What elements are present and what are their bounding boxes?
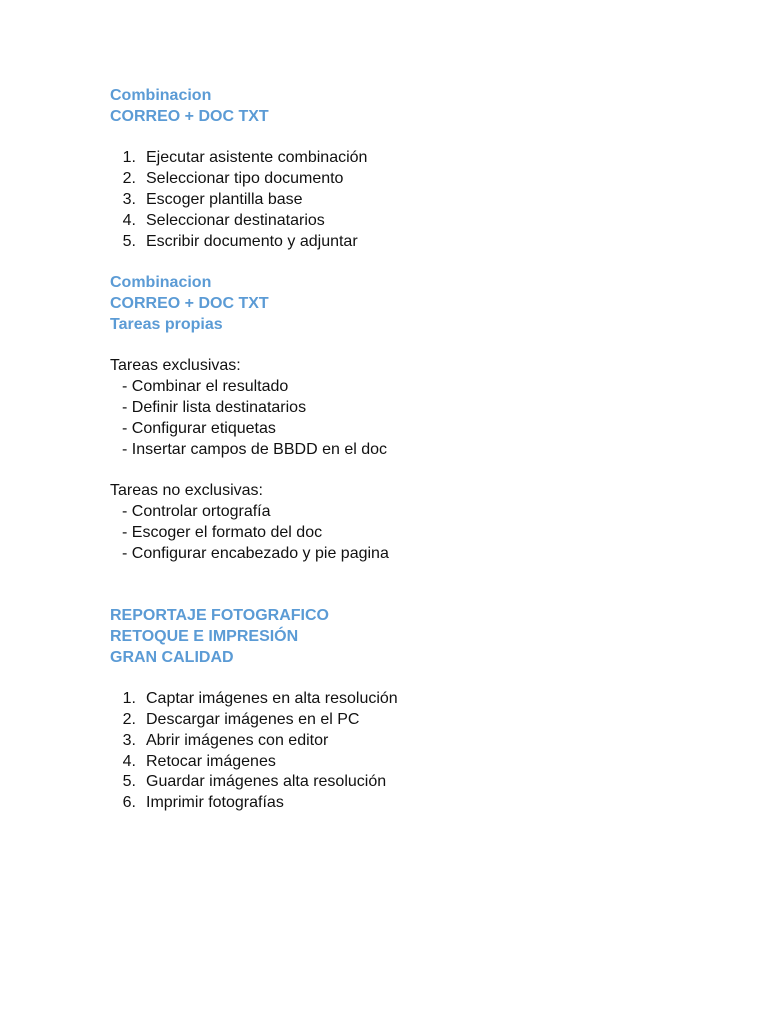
list-item-text: Abrir imágenes con editor (146, 731, 329, 749)
list-item (110, 689, 710, 710)
list-item: - Definir lista destinatarios (122, 398, 307, 416)
list-item: - Controlar ortografía (122, 502, 271, 520)
list-item: - Escoger el formato del doc (122, 523, 323, 541)
list-number: 3. (122, 190, 136, 208)
list-item: - Combinar el resultado (122, 378, 289, 396)
section-subheading: Tareas propias (110, 315, 223, 333)
list-number: 6. (122, 794, 136, 812)
list-number: 2. (122, 170, 136, 188)
section-subheading: GRAN CALIDAD (110, 648, 234, 666)
list-number: 4. (122, 752, 136, 770)
list-item (110, 710, 710, 731)
nonexclusive-tasks-list (110, 502, 710, 564)
list-number: 3. (122, 731, 136, 749)
numbered-list (110, 689, 710, 814)
section-heading: Combinacion (110, 274, 212, 292)
list-item: - Insertar campos de BBDD en el doc (122, 440, 388, 458)
list-item-text: Captar imágenes en alta resolución (146, 690, 398, 708)
list-item-text: Escoger plantilla base (146, 190, 303, 208)
list-item (110, 752, 710, 773)
list-item-text: Retocar imágenes (146, 752, 276, 770)
list-item-text: Seleccionar destinatarios (146, 211, 325, 229)
list-number: 4. (122, 211, 136, 229)
list-item: - Configurar encabezado y pie pagina (122, 544, 389, 562)
section-subheading: CORREO + DOC TXT (110, 107, 269, 125)
list-item (110, 169, 710, 190)
section-subheading: CORREO + DOC TXT (110, 294, 269, 312)
list-item (110, 731, 710, 752)
section-combinacion (110, 86, 710, 252)
list-item-text: Guardar imágenes alta resolución (146, 773, 387, 791)
nonexclusive-tasks-label: Tareas no exclusivas: (110, 482, 263, 500)
list-item (110, 190, 710, 211)
section-reportaje-fotografico (110, 606, 710, 814)
list-item-text: Descargar imágenes en el PC (146, 710, 360, 728)
section-subheading: RETOQUE E IMPRESIÓN (110, 627, 299, 645)
exclusive-tasks-list (110, 377, 710, 460)
list-item (110, 232, 710, 253)
list-item (110, 772, 710, 793)
list-number: 5. (122, 232, 136, 250)
list-number: 5. (122, 773, 136, 791)
numbered-list (110, 148, 710, 252)
list-number: 2. (122, 710, 136, 728)
section-tareas-propias (110, 273, 710, 564)
document-page (110, 86, 710, 814)
list-item (110, 148, 710, 169)
exclusive-tasks-label: Tareas exclusivas: (110, 357, 241, 375)
section-heading: Combinacion (110, 87, 212, 104)
section-heading: REPORTAJE FOTOGRAFICO (110, 606, 329, 624)
list-number: 1. (122, 149, 136, 167)
list-item (110, 793, 710, 814)
list-item (110, 211, 710, 232)
list-item: - Configurar etiquetas (122, 419, 276, 437)
list-number: 1. (122, 690, 136, 708)
list-item-text: Seleccionar tipo documento (146, 170, 344, 188)
list-item-text: Imprimir fotografías (146, 794, 284, 812)
list-item-text: Ejecutar asistente combinación (146, 149, 368, 167)
list-item-text: Escribir documento y adjuntar (146, 232, 358, 250)
